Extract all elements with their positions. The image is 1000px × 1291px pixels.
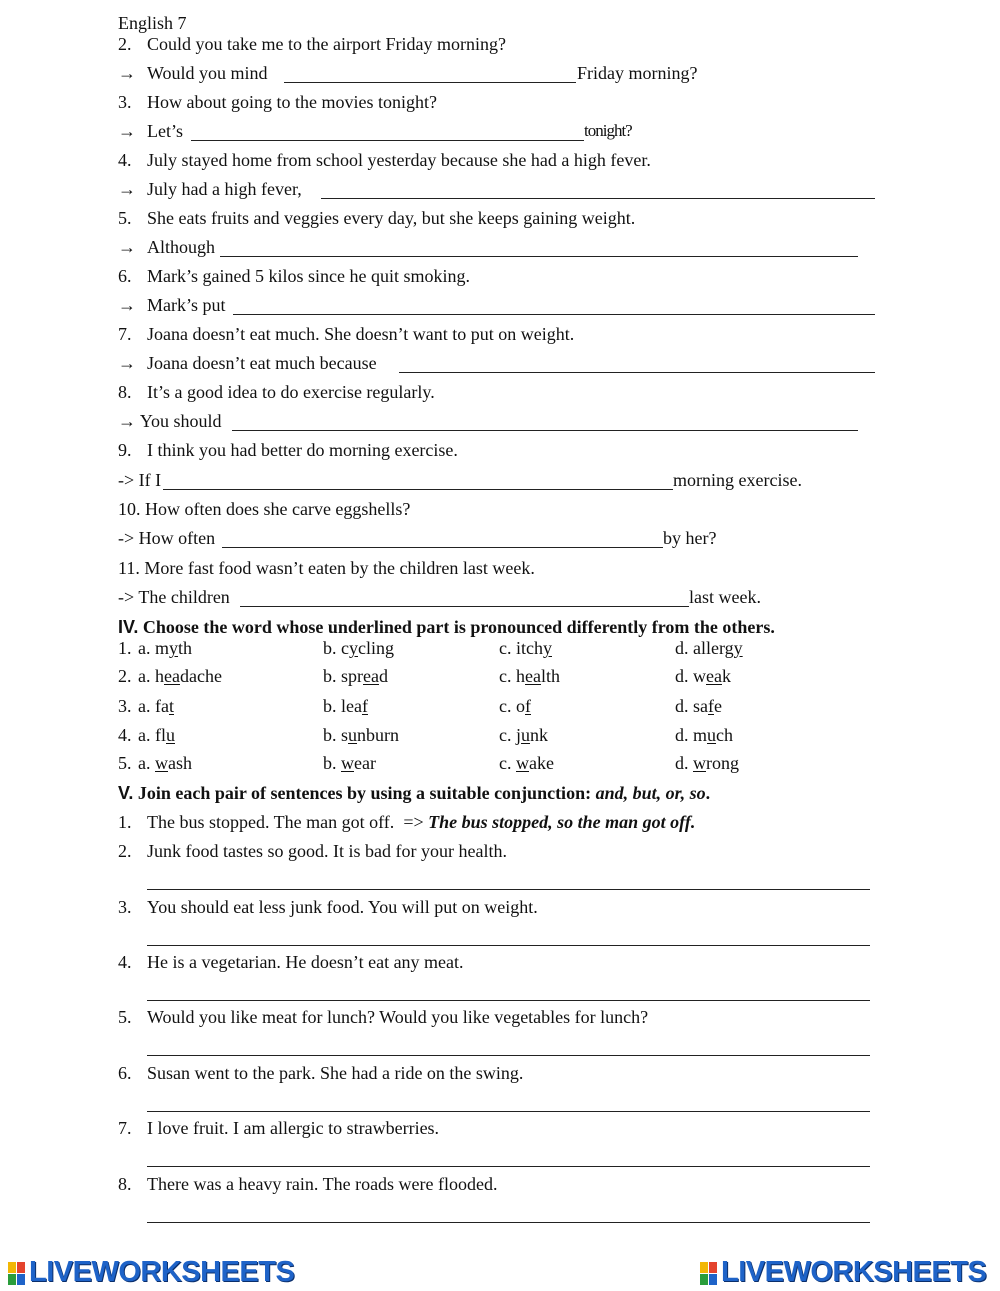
- answer-line[interactable]: [147, 889, 870, 890]
- answer-9-blank[interactable]: [163, 489, 673, 490]
- option-d[interactable]: [675, 665, 731, 687]
- option-letter: a.: [138, 696, 151, 716]
- word-prefix: o: [516, 696, 525, 716]
- answer-8-prefix: → You should: [118, 411, 222, 431]
- word-prefix: fa: [155, 696, 169, 716]
- answer-6-prefix: → Mark’s put: [118, 295, 226, 315]
- option-letter: d.: [675, 753, 689, 773]
- word-suffix: th: [178, 638, 193, 658]
- word-prefix: spr: [341, 666, 363, 686]
- underlined-part: ea: [164, 666, 180, 686]
- answer-line[interactable]: [147, 1000, 870, 1001]
- word-suffix: nk: [530, 725, 549, 745]
- option-c[interactable]: [499, 637, 552, 659]
- answer-2-prefix: → Would you mind: [118, 63, 268, 83]
- option-b[interactable]: [323, 724, 399, 746]
- answer-4-prefix: → July had a high fever,: [118, 179, 302, 199]
- option-letter: c.: [499, 725, 512, 745]
- underlined-part: u: [707, 725, 717, 745]
- underlined-part: ea: [706, 666, 722, 686]
- option-row-number: 5.: [118, 753, 132, 773]
- word-suffix: lth: [540, 666, 560, 686]
- answer-line[interactable]: [147, 1166, 870, 1167]
- answer-10-suffix: by her?: [663, 528, 717, 548]
- option-c[interactable]: [499, 665, 560, 687]
- answer-3-suffix: tonight?: [584, 121, 632, 140]
- option-b[interactable]: [323, 752, 376, 774]
- underlined-part: w: [693, 753, 706, 773]
- answer-7-blank[interactable]: [399, 372, 875, 373]
- answer-2-blank[interactable]: [284, 82, 576, 83]
- answer-7-prefix: → Joana doesn’t eat much because: [118, 353, 377, 373]
- underlined-part: f: [525, 696, 531, 716]
- example-1: 1. The bus stopped. The man got off. => The bus stopped, so the man got off.: [118, 812, 696, 832]
- option-row-number: 4.: [118, 725, 132, 745]
- word-prefix: m: [693, 725, 708, 745]
- option-row-number: 1.: [118, 638, 132, 658]
- question-10: 10. How often does she carve eggshells?: [118, 499, 411, 519]
- section-v-heading: V. Join each pair of sentences by using a suitable conjunction: and, but, or, so.: [118, 783, 711, 803]
- liveworksheets-logo-right: LIVEWORKSHEETS: [721, 1256, 987, 1288]
- option-letter: c.: [499, 696, 512, 716]
- word-suffix: d: [378, 666, 388, 686]
- option-a[interactable]: [138, 665, 222, 687]
- sentence-pair: 6. Susan went to the park. She had a ride on the swing.: [118, 1063, 524, 1083]
- underlined-part: w: [516, 753, 529, 773]
- underlined-part: y: [349, 638, 358, 658]
- option-b[interactable]: [323, 695, 368, 717]
- option-c[interactable]: [499, 724, 548, 746]
- answer-line[interactable]: [147, 1111, 870, 1112]
- word-prefix: h: [155, 666, 164, 686]
- option-letter: b.: [323, 753, 337, 773]
- word-suffix: nburn: [357, 725, 400, 745]
- option-letter: b.: [323, 638, 337, 658]
- word-suffix: ake: [529, 753, 554, 773]
- question-4: 4. July stayed home from school yesterday because she had a high fever.: [118, 150, 651, 170]
- underlined-part: f: [708, 696, 714, 716]
- word-suffix: e: [714, 696, 722, 716]
- sentence-pair: 5. Would you like meat for lunch? Would you like vegetables for lunch?: [118, 1007, 649, 1027]
- option-letter: d.: [675, 725, 689, 745]
- answer-6-blank[interactable]: [233, 314, 875, 315]
- section-iv-heading: IV. Choose the word whose underlined part is pronounced differently from the others.: [118, 617, 775, 637]
- answer-9-prefix: -> If I: [118, 470, 162, 490]
- word-prefix: sa: [693, 696, 708, 716]
- option-letter: c.: [499, 753, 512, 773]
- question-6: 6. Mark’s gained 5 kilos since he quit smoking.: [118, 266, 470, 286]
- question-9: 9. I think you had better do morning exercise.: [118, 440, 458, 460]
- underlined-part: y: [543, 638, 552, 658]
- option-letter: a.: [138, 753, 151, 773]
- question-7: 7. Joana doesn’t eat much. She doesn’t want to put on weight.: [118, 324, 575, 344]
- option-letter: d.: [675, 638, 689, 658]
- option-letter: b.: [323, 666, 337, 686]
- underlined-part: y: [169, 638, 179, 658]
- word-prefix: w: [693, 666, 706, 686]
- word-prefix: j: [516, 725, 522, 745]
- underlined-part: u: [521, 725, 531, 745]
- word-suffix: rong: [706, 753, 739, 773]
- underlined-part: w: [341, 753, 354, 773]
- sentence-pair: 3. You should eat less junk food. You will put on weight.: [118, 897, 538, 917]
- underlined-part: ea: [363, 666, 379, 686]
- option-letter: d.: [675, 696, 689, 716]
- option-b[interactable]: [323, 665, 388, 687]
- word-suffix: ash: [168, 753, 192, 773]
- answer-9-suffix: morning exercise.: [673, 470, 802, 490]
- word-prefix: fl: [155, 725, 166, 745]
- option-a[interactable]: [138, 637, 192, 659]
- option-row-number: 2.: [118, 666, 132, 686]
- option-letter: a.: [138, 638, 151, 658]
- option-row-number: 3.: [118, 696, 132, 716]
- option-b[interactable]: [323, 637, 394, 659]
- answer-11-blank[interactable]: [240, 606, 689, 607]
- option-letter: b.: [323, 696, 337, 716]
- word-suffix: ch: [716, 725, 734, 745]
- answer-3-blank[interactable]: [191, 140, 584, 141]
- answer-3-prefix: → Let’s: [118, 121, 183, 141]
- answer-11-prefix: -> The children: [118, 587, 230, 607]
- sentence-pair: 4. He is a vegetarian. He doesn’t eat any meat.: [118, 952, 464, 972]
- option-a[interactable]: [138, 695, 174, 717]
- sentence-pair: 7. I love fruit. I am allergic to strawberries.: [118, 1118, 440, 1138]
- answer-5-prefix: → Although: [118, 237, 216, 257]
- underlined-part: t: [168, 696, 174, 716]
- liveworksheets-logo-icon: [700, 1262, 718, 1286]
- answer-11-suffix: last week.: [689, 587, 761, 607]
- word-prefix: c: [341, 638, 349, 658]
- word-prefix: lea: [341, 696, 362, 716]
- sentence-pair: 8. There was a heavy rain. The roads were flooded.: [118, 1174, 498, 1194]
- word-prefix: m: [155, 638, 170, 658]
- underlined-part: ea: [525, 666, 541, 686]
- option-c[interactable]: [499, 695, 531, 717]
- question-11: 11. More fast food wasn’t eaten by the children last week.: [118, 558, 535, 578]
- word-prefix: itch: [516, 638, 543, 658]
- option-d[interactable]: [675, 752, 739, 774]
- option-letter: d.: [675, 666, 689, 686]
- answer-10-blank[interactable]: [222, 547, 663, 548]
- answer-10-prefix: -> How often: [118, 528, 216, 548]
- word-prefix: s: [341, 725, 349, 745]
- answer-line[interactable]: [147, 945, 870, 946]
- liveworksheets-logo-icon: [8, 1262, 26, 1286]
- underlined-part: u: [166, 725, 175, 745]
- word-suffix: ear: [354, 753, 376, 773]
- option-letter: a.: [138, 725, 151, 745]
- question-8: 8. It’s a good idea to do exercise regularly.: [118, 382, 435, 402]
- option-letter: a.: [138, 666, 151, 686]
- sentence-pair: 2. Junk food tastes so good. It is bad for your health.: [118, 841, 507, 861]
- underlined-part: y: [733, 638, 743, 658]
- question-3: 3. How about going to the movies tonight?: [118, 92, 437, 112]
- option-letter: b.: [323, 725, 337, 745]
- word-prefix: h: [516, 666, 525, 686]
- word-suffix: cling: [358, 638, 394, 658]
- underlined-part: w: [155, 753, 168, 773]
- option-d[interactable]: [675, 695, 722, 717]
- answer-2-suffix: Friday morning?: [577, 63, 698, 83]
- page-title: English 7: [118, 13, 187, 33]
- answer-line[interactable]: [147, 1222, 870, 1223]
- word-prefix: allerg: [693, 638, 734, 658]
- option-a[interactable]: [138, 752, 192, 774]
- option-a[interactable]: [138, 724, 175, 746]
- option-letter: c.: [499, 666, 512, 686]
- question-2: 2. Could you take me to the airport Friday morning?: [118, 34, 506, 54]
- liveworksheets-logo-left: LIVEWORKSHEETS: [29, 1256, 295, 1288]
- underlined-part: u: [348, 725, 358, 745]
- option-d[interactable]: [675, 724, 733, 746]
- answer-4-blank[interactable]: [321, 198, 875, 199]
- word-suffix: k: [721, 666, 731, 686]
- answer-line[interactable]: [147, 1055, 870, 1056]
- option-c[interactable]: [499, 752, 554, 774]
- option-d[interactable]: [675, 637, 743, 659]
- option-letter: c.: [499, 638, 512, 658]
- answer-5-blank[interactable]: [220, 256, 858, 257]
- underlined-part: f: [361, 696, 368, 716]
- word-suffix: dache: [179, 666, 222, 686]
- answer-8-blank[interactable]: [232, 430, 858, 431]
- question-5: 5. She eats fruits and veggies every day, but she keeps gaining weight.: [118, 208, 636, 228]
